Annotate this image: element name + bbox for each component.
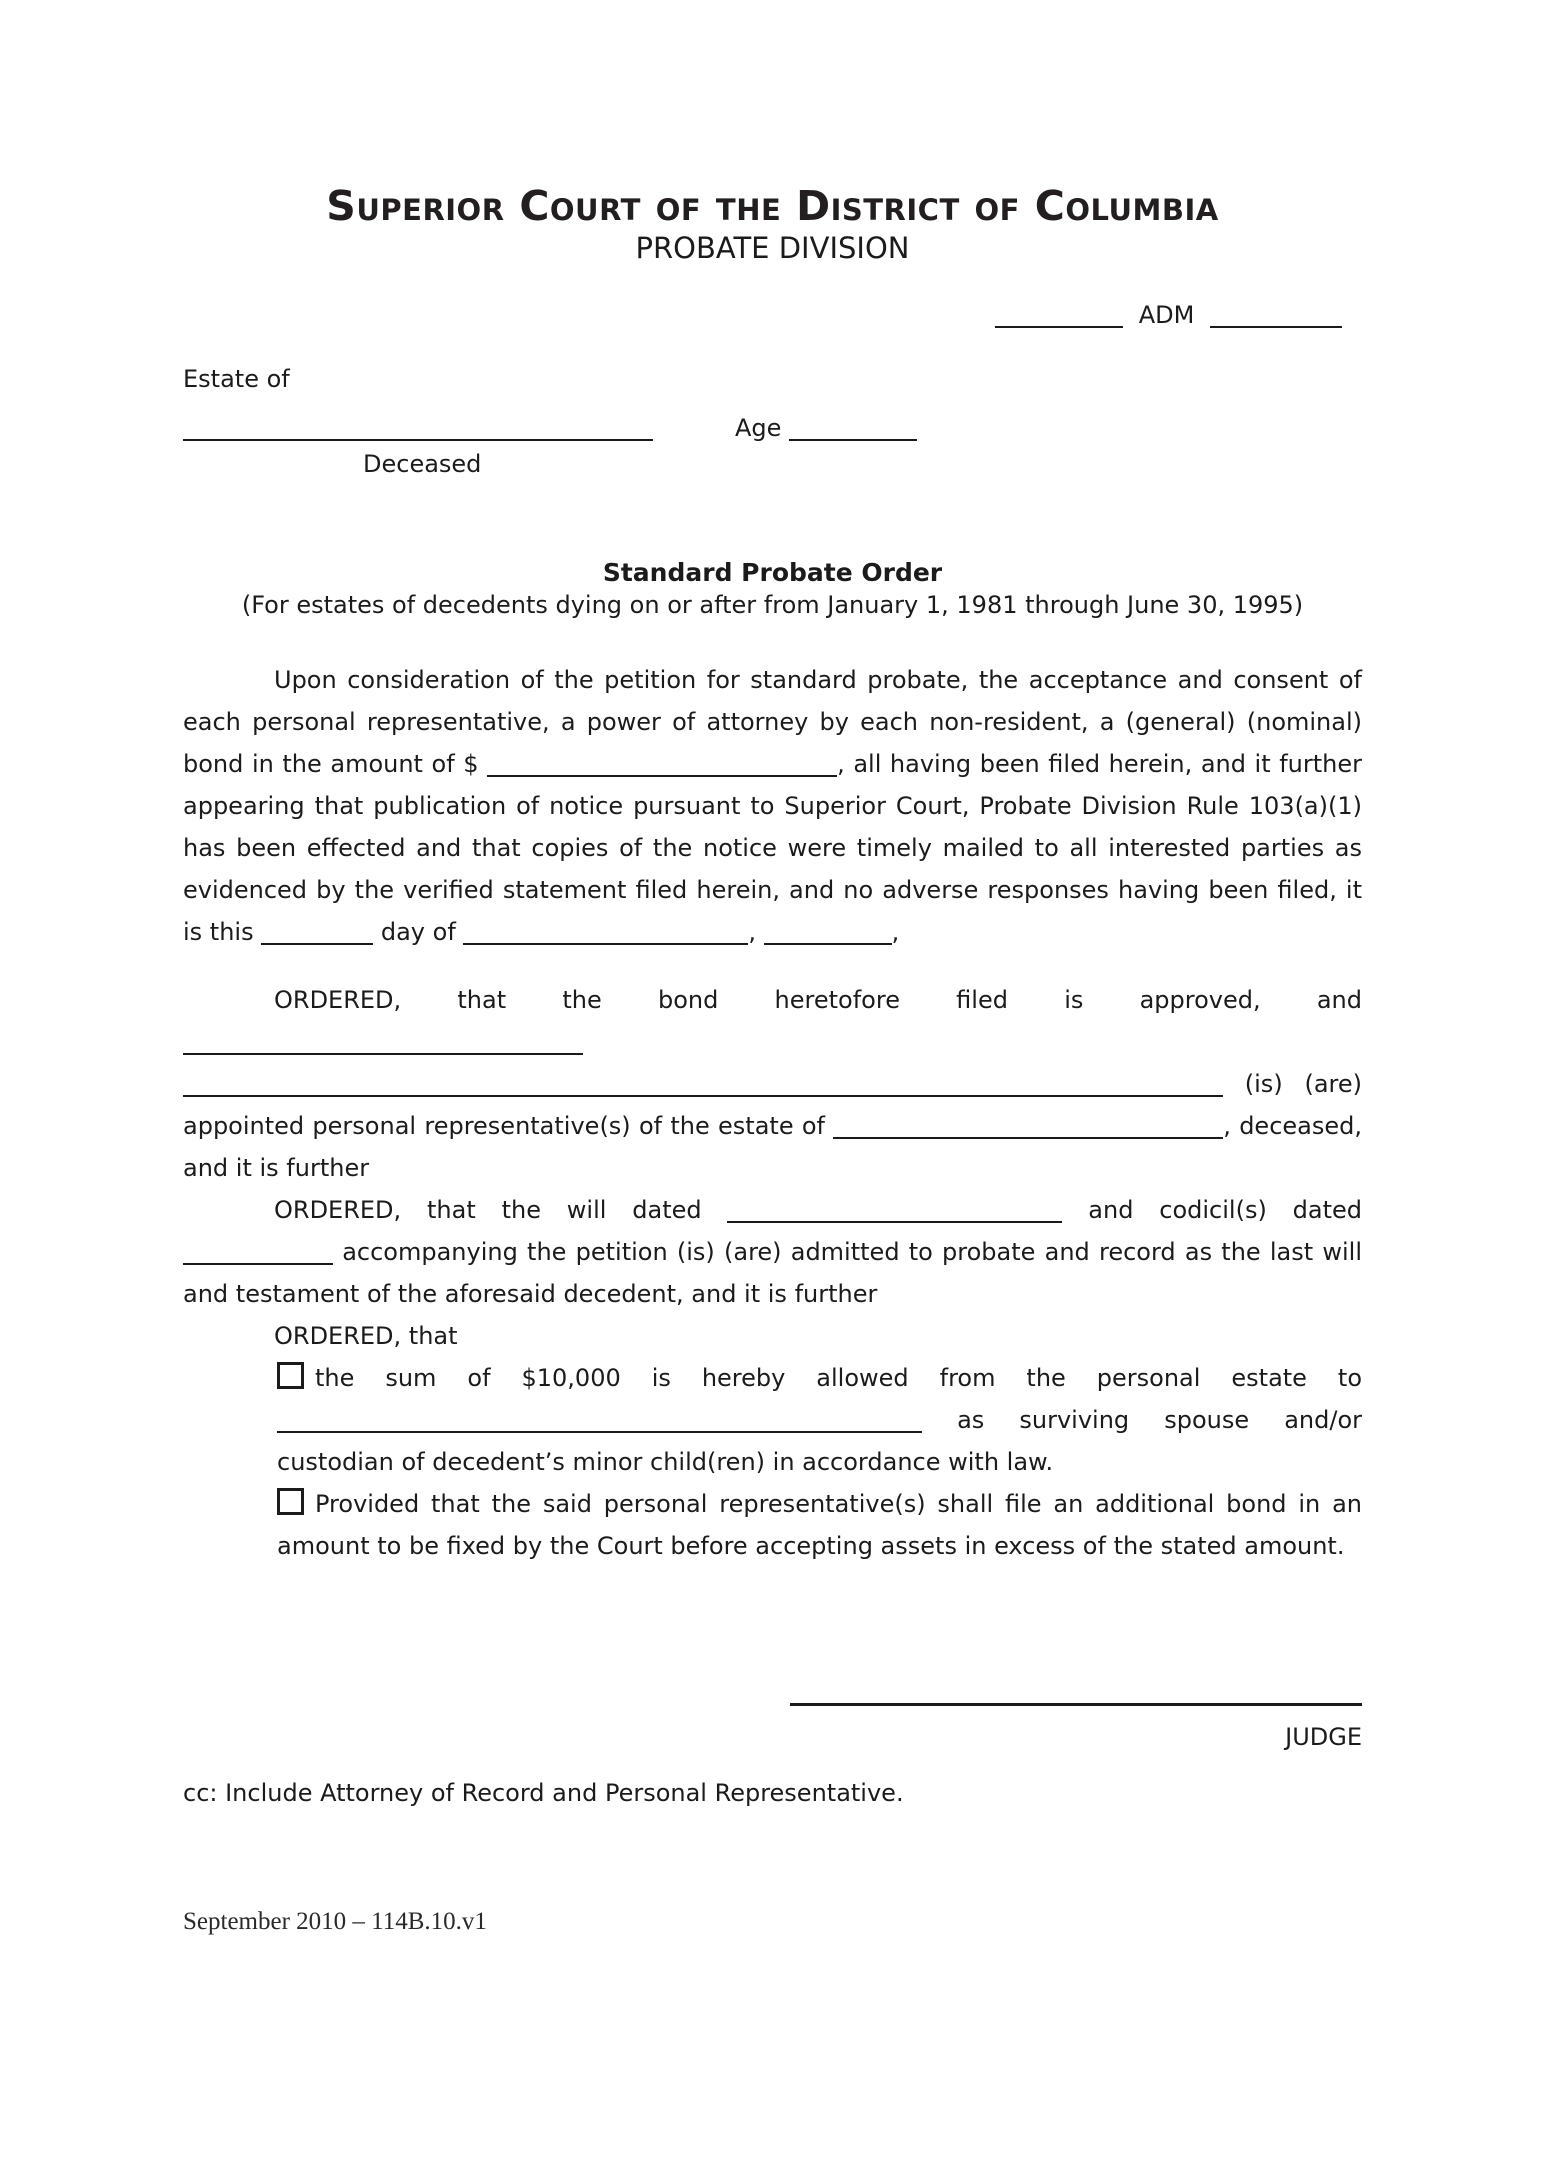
age-field[interactable]	[789, 415, 917, 441]
ordered-that-line: ORDERED, that	[274, 1322, 458, 1350]
age-line: Age	[735, 414, 917, 442]
day-field[interactable]	[261, 919, 373, 945]
probate-order-form-page	[0, 183, 1545, 2183]
order-subtitle: (For estates of decedents dying on or after from January 1, 1981 through June 30, 1995)	[241, 591, 1304, 619]
allowance-checkbox[interactable]	[277, 1362, 304, 1389]
order-title: Standard Probate Order	[602, 558, 943, 587]
allowance-checkbox-item	[183, 1357, 1362, 1483]
additional-bond-checkbox-item	[183, 1483, 1362, 1567]
consideration-paragraph: Upon consideration of the petition for standard probate, the acceptance and consent of each personal representative, a power of attorney by each non-resident, a (general) (nominal) bond in the amount of $ , all having been filed herein, and it further appearing that publication of notice pursuant to Superior Court, Probate Division Rule 103(a)(1) has been effected and that copies of the notice were timely mailed to all interested parties as evidenced by the verified statement filed herein, and no adverse responses having been filed, it is this day of , ,	[183, 666, 1362, 946]
will-admission-paragraph: ORDERED, that the will dated and codicil(s) dated accompanying the petition (is) (are) admitted to probate and record as the last will and testament of the aforesaid decedent, and it is further	[183, 1196, 1363, 1308]
bond-approval-paragraph: ORDERED, that the bond heretofore filed is approved, and (is) (are) appointed personal representative(s) of the estate of , deceased, and it is further	[183, 986, 1362, 1182]
month-field[interactable]	[463, 919, 748, 945]
will-date-field[interactable]	[727, 1197, 1062, 1223]
estate-name-field[interactable]	[833, 1113, 1223, 1139]
decedent-name-row	[183, 410, 1362, 446]
codicil-date-field[interactable]	[183, 1239, 333, 1265]
year-field[interactable]	[764, 919, 892, 945]
decedent-name-field[interactable]	[183, 415, 653, 441]
decedent-name-line	[183, 414, 653, 442]
estate-of-label: Estate of	[183, 365, 290, 393]
case-number-prefix-field[interactable]	[995, 302, 1123, 328]
allowance-text: the sum of $10,000 is hereby allowed from the personal estate to as surviving spouse and/or custodian of decedent’s minor child(ren) in accordance with law.	[277, 1364, 1362, 1476]
court-name-title: Superior Court of the District of Columbia	[326, 182, 1219, 230]
judge-signature-block	[790, 1703, 1362, 1754]
deceased-label: Deceased	[363, 450, 482, 478]
case-number-line: ADM	[987, 301, 1350, 329]
case-number-suffix-field[interactable]	[1210, 302, 1342, 328]
form-version-footer: September 2010 – 114B.10.v1	[183, 1908, 487, 1935]
division-subtitle: PROBATE DIVISION	[635, 231, 910, 265]
representative-name-field-2[interactable]	[183, 1071, 1223, 1097]
spouse-custodian-name-field[interactable]	[277, 1407, 922, 1433]
representative-name-field-1[interactable]	[183, 1029, 583, 1055]
case-number-row	[183, 297, 1362, 332]
additional-bond-text: Provided that the said personal representative(s) shall file an additional bond in an amount to be fixed by the Court before accepting assets in excess of the stated amount.	[277, 1490, 1362, 1560]
bond-amount-field[interactable]	[487, 751, 837, 777]
additional-bond-checkbox[interactable]	[277, 1488, 304, 1515]
cc-note: cc: Include Attorney of Record and Personal Representative.	[183, 1779, 904, 1807]
judge-label: JUDGE	[1285, 1723, 1362, 1751]
